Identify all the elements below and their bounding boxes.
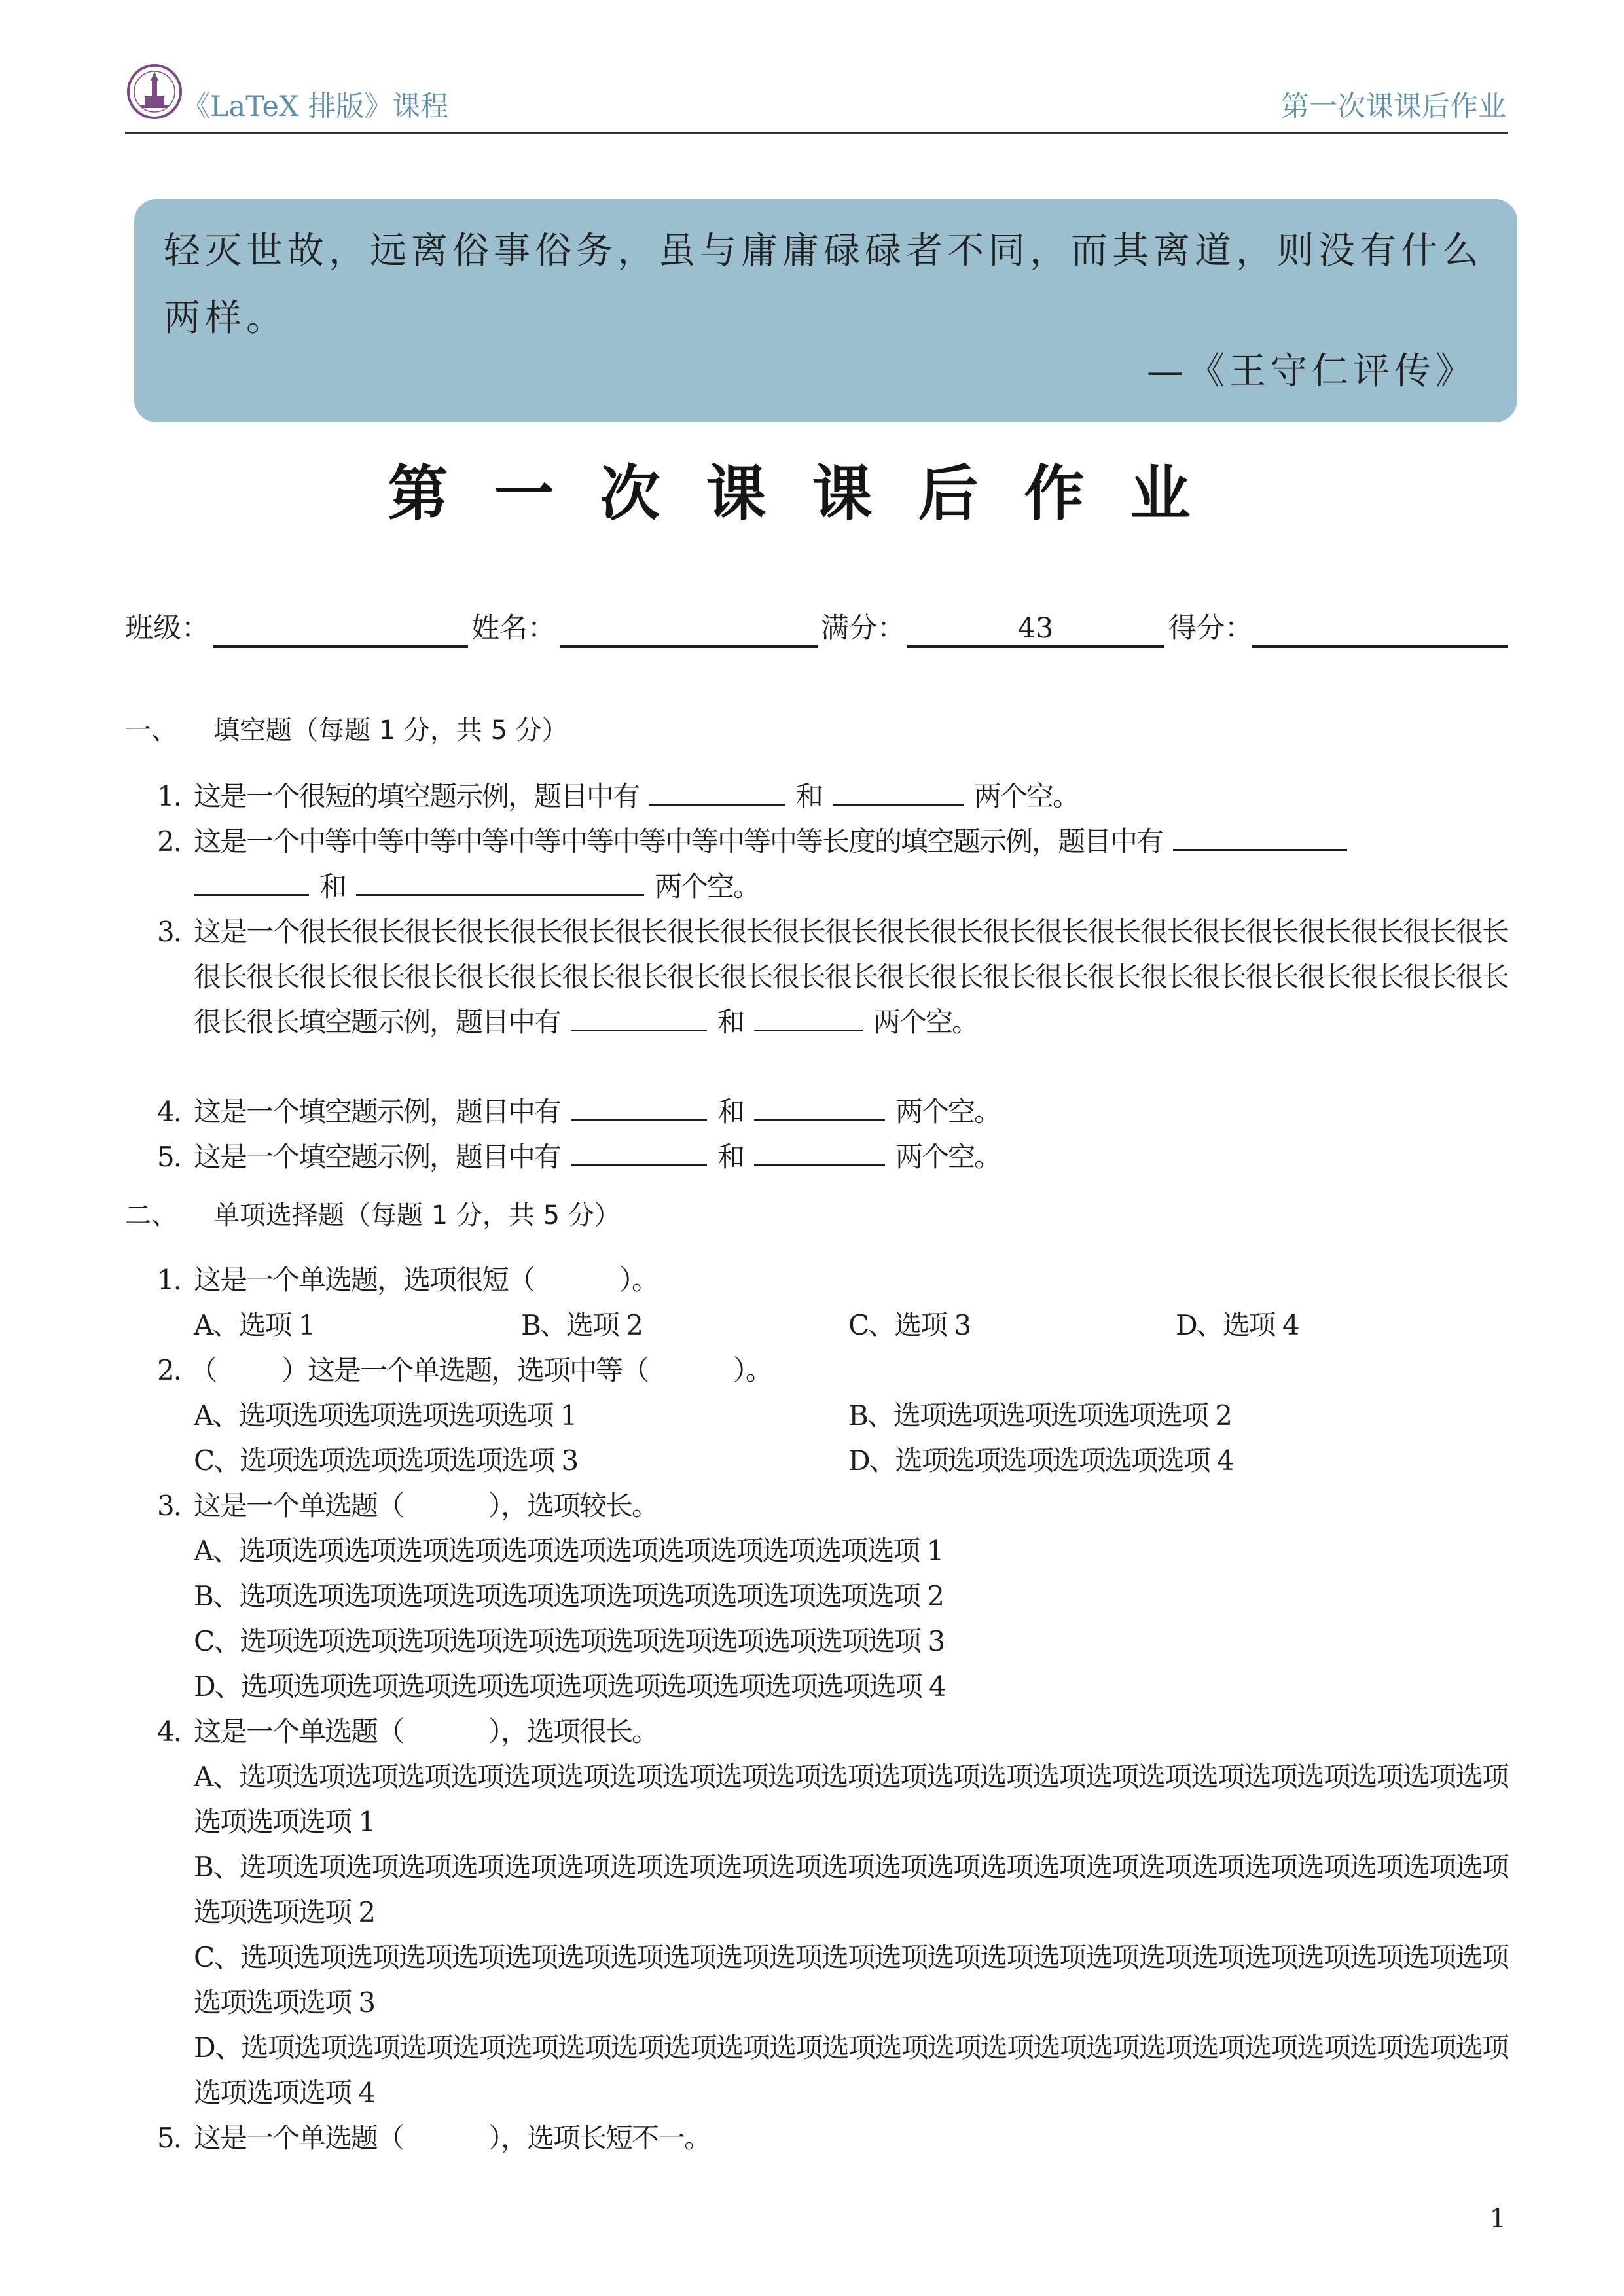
- question-text: 和: [717, 1006, 744, 1038]
- question-item: [157, 774, 1508, 819]
- university-logo-icon: [125, 62, 184, 121]
- option-a[interactable]: A、选项 1: [194, 1309, 315, 1341]
- full-score-label: 满分：: [821, 612, 905, 645]
- option-c[interactable]: C、选项选项选项选项选项选项选项选项选项选项选项选项选项 3: [194, 1625, 945, 1657]
- question-text: 这是一个填空题示例，题目中有: [194, 1141, 561, 1173]
- question-item: [157, 1257, 1508, 1302]
- answer-blank[interactable]: [356, 869, 644, 896]
- option-list: [194, 1302, 1508, 1348]
- score-label: 得分：: [1168, 612, 1253, 645]
- section-title: 单项选择题（每题 1 分，共 5 分）: [213, 1200, 621, 1230]
- question-number: 2.: [157, 1354, 181, 1386]
- question-text: ），选项很长。: [488, 1715, 659, 1748]
- header-rule: [125, 132, 1508, 134]
- answer-blank[interactable]: [571, 1139, 707, 1166]
- answer-blank[interactable]: [194, 869, 309, 896]
- option-c[interactable]: C、选项选项选项选项选项选项 3: [194, 1444, 578, 1477]
- question-text: 两个空。: [895, 1096, 1001, 1128]
- option-a[interactable]: A、选项选项选项选项选项选项 1: [194, 1399, 577, 1431]
- full-score-value: 43: [1017, 612, 1054, 645]
- question-text: 和: [717, 1141, 744, 1173]
- question-text: 这是一个填空题示例，题目中有: [194, 1096, 561, 1128]
- option-b[interactable]: B、选项选项选项选项选项选项 2: [848, 1399, 1231, 1431]
- answer-blank[interactable]: [571, 1005, 707, 1031]
- question-text: （: [190, 1354, 217, 1386]
- question-text: 和: [796, 780, 823, 812]
- option-a[interactable]: A、选项选项选项选项选项选项选项选项选项选项选项选项选项选项选项选项选项选项选项选项选项选项选项选项选项选项选项 1: [194, 1761, 1508, 1838]
- answer-blank[interactable]: [649, 779, 785, 806]
- page-number: 1: [1489, 2204, 1506, 2234]
- section-title: 填空题（每题 1 分，共 5 分）: [213, 715, 568, 745]
- question-number: 5.: [157, 2122, 181, 2154]
- option-c[interactable]: C、选项选项选项选项选项选项选项选项选项选项选项选项选项选项选项选项选项选项选项选项选项选项选项选项选项选项选项 3: [194, 1941, 1508, 2018]
- question-text: 这是一个单选题，选项很短（: [194, 1264, 535, 1296]
- answer-blank[interactable]: [754, 1139, 885, 1166]
- question-item: [157, 1089, 1508, 1134]
- question-item: [157, 1483, 1508, 1528]
- option-c[interactable]: C、选项 3: [848, 1309, 971, 1341]
- quote-text: 轻灭世故，远离俗事俗务，虽与庸庸碌碌者不同，而其离道，则没有什么两样。: [164, 230, 1483, 340]
- full-score-field: [907, 645, 1164, 648]
- question-text: 这是一个很短的填空题示例，题目中有: [194, 780, 640, 812]
- question-text: ）。: [733, 1354, 772, 1386]
- question-number: 5.: [157, 1141, 181, 1173]
- question-text: 两个空。: [895, 1141, 1001, 1173]
- option-b[interactable]: B、选项 2: [521, 1309, 642, 1341]
- section-heading: [125, 717, 568, 744]
- question-number: 4.: [157, 1096, 181, 1128]
- question-item: [157, 909, 1508, 1045]
- assignment-title: 第一次课课后作业: [1281, 90, 1506, 123]
- question-text: 两个空。: [974, 780, 1079, 812]
- answer-blank[interactable]: [833, 779, 964, 806]
- question-text: 和: [319, 870, 346, 903]
- answer-blank[interactable]: [754, 1005, 863, 1031]
- quote-source: —《王守仁评传》: [1147, 350, 1477, 393]
- option-d[interactable]: D、选项选项选项选项选项选项 4: [848, 1444, 1233, 1477]
- option-list: [194, 1528, 1508, 1709]
- option-list: [194, 1393, 1508, 1483]
- question-item: [157, 2115, 1508, 2161]
- question-number: 3.: [157, 916, 181, 948]
- question-item: [157, 1134, 1508, 1179]
- question-text: ），选项较长。: [488, 1490, 659, 1522]
- question-text: 这是一个单选题（: [194, 2122, 404, 2154]
- question-text: ）这是一个单选题，选项中等（: [281, 1354, 649, 1386]
- name-field[interactable]: [560, 645, 818, 648]
- page-title: 第一次课课后作业: [388, 459, 1236, 529]
- option-b[interactable]: B、选项选项选项选项选项选项选项选项选项选项选项选项选项 2: [194, 1580, 943, 1612]
- question-text: 和: [717, 1096, 744, 1128]
- option-d[interactable]: D、选项选项选项选项选项选项选项选项选项选项选项选项选项 4: [194, 1670, 945, 1702]
- answer-blank[interactable]: [571, 1094, 707, 1121]
- question-text: 这是一个很长很长很长很长很长很长很长很长很长很长很长很长很长很长很长很长很长很长很长很长很长很长很长很长很长很长很长很长很长很长很长很长很长很长很长很长很长很长很长很长很长很长很长很长很长很长很长很长很长很长填空题示例，题目中有: [194, 916, 1508, 1038]
- question-item: [157, 1348, 1508, 1393]
- option-a[interactable]: A、选项选项选项选项选项选项选项选项选项选项选项选项选项 1: [194, 1535, 943, 1567]
- question-text: 这是一个单选题（: [194, 1715, 404, 1748]
- option-d[interactable]: D、选项 4: [1176, 1309, 1299, 1341]
- question-text: ）。: [619, 1264, 659, 1296]
- question-number: 4.: [157, 1715, 181, 1748]
- class-label: 班级：: [125, 612, 209, 645]
- question-number: 1.: [157, 1264, 181, 1296]
- student-info-line: [125, 609, 1508, 648]
- question-text: 两个空。: [873, 1006, 979, 1038]
- question-item: [157, 1709, 1508, 1754]
- section-number: 一、: [125, 715, 177, 745]
- course-title: 《LaTeX 排版》课程: [182, 90, 449, 123]
- question-number: 1.: [157, 780, 181, 812]
- section-number: 二、: [125, 1200, 177, 1230]
- answer-blank[interactable]: [1173, 824, 1347, 851]
- question-text: 这是一个单选题（: [194, 1490, 404, 1522]
- question-number: 2.: [157, 825, 181, 857]
- name-label: 姓名：: [471, 612, 556, 645]
- question-text: 这是一个中等中等中等中等中等中等中等中等中等中等长度的填空题示例，题目中有: [194, 825, 1163, 857]
- class-field[interactable]: [213, 645, 468, 648]
- option-d[interactable]: D、选项选项选项选项选项选项选项选项选项选项选项选项选项选项选项选项选项选项选项选项选项选项选项选项选项选项选项 4: [194, 2032, 1508, 2109]
- section-heading: [125, 1202, 621, 1229]
- question-text: ），选项长短不一。: [488, 2122, 711, 2154]
- question-item: [157, 819, 1508, 909]
- answer-blank[interactable]: [754, 1094, 885, 1121]
- option-b[interactable]: B、选项选项选项选项选项选项选项选项选项选项选项选项选项选项选项选项选项选项选项选项选项选项选项选项选项选项选项 2: [194, 1851, 1508, 1928]
- question-number: 3.: [157, 1490, 181, 1522]
- score-field[interactable]: [1252, 645, 1508, 648]
- option-list: [194, 1754, 1508, 2115]
- question-text: 两个空。: [655, 870, 760, 903]
